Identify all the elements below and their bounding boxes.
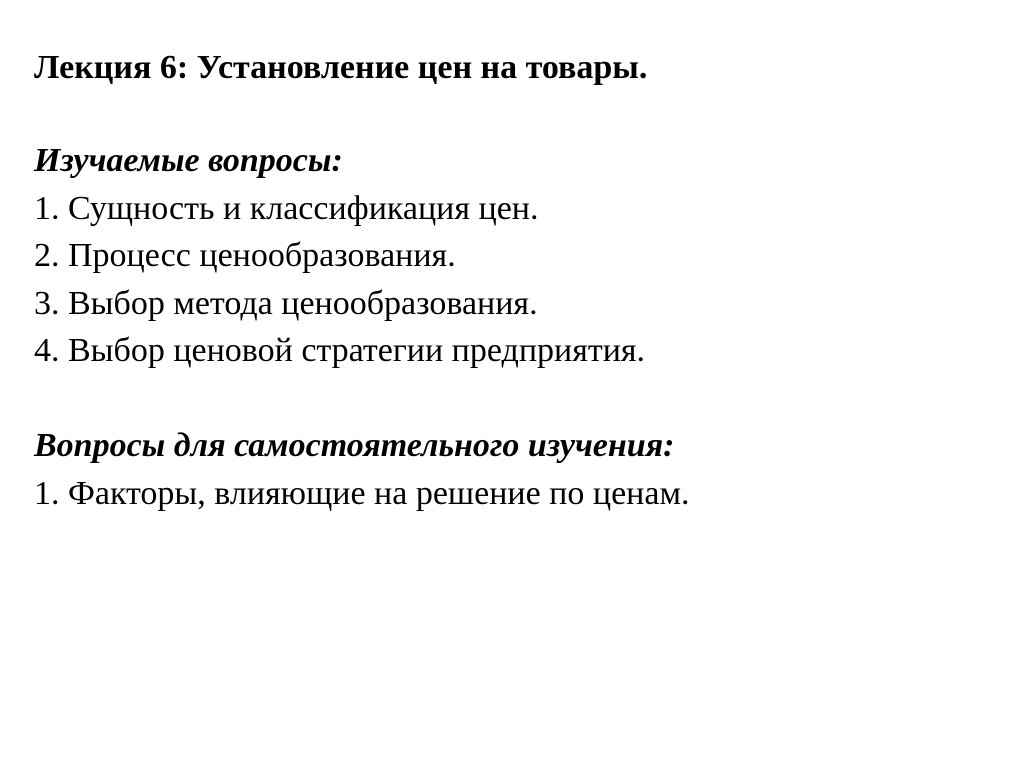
self-study-heading: Вопросы для самостоятельного изучения: xyxy=(34,427,675,464)
study-question-item: 1. Сущность и классификация цен. xyxy=(34,190,539,227)
lecture-title: Лекция 6: Установление цен на товары. xyxy=(34,49,648,86)
study-questions-heading: Изучаемые вопросы: xyxy=(34,142,343,179)
study-question-item: 2. Процесс ценообразования. xyxy=(34,237,456,274)
self-study-item: 1. Факторы, влияющие на решение по ценам. xyxy=(34,475,690,512)
study-question-item: 3. Выбор метода ценообразования. xyxy=(34,285,538,322)
study-question-item: 4. Выбор ценовой стратегии предприятия. xyxy=(34,332,646,369)
